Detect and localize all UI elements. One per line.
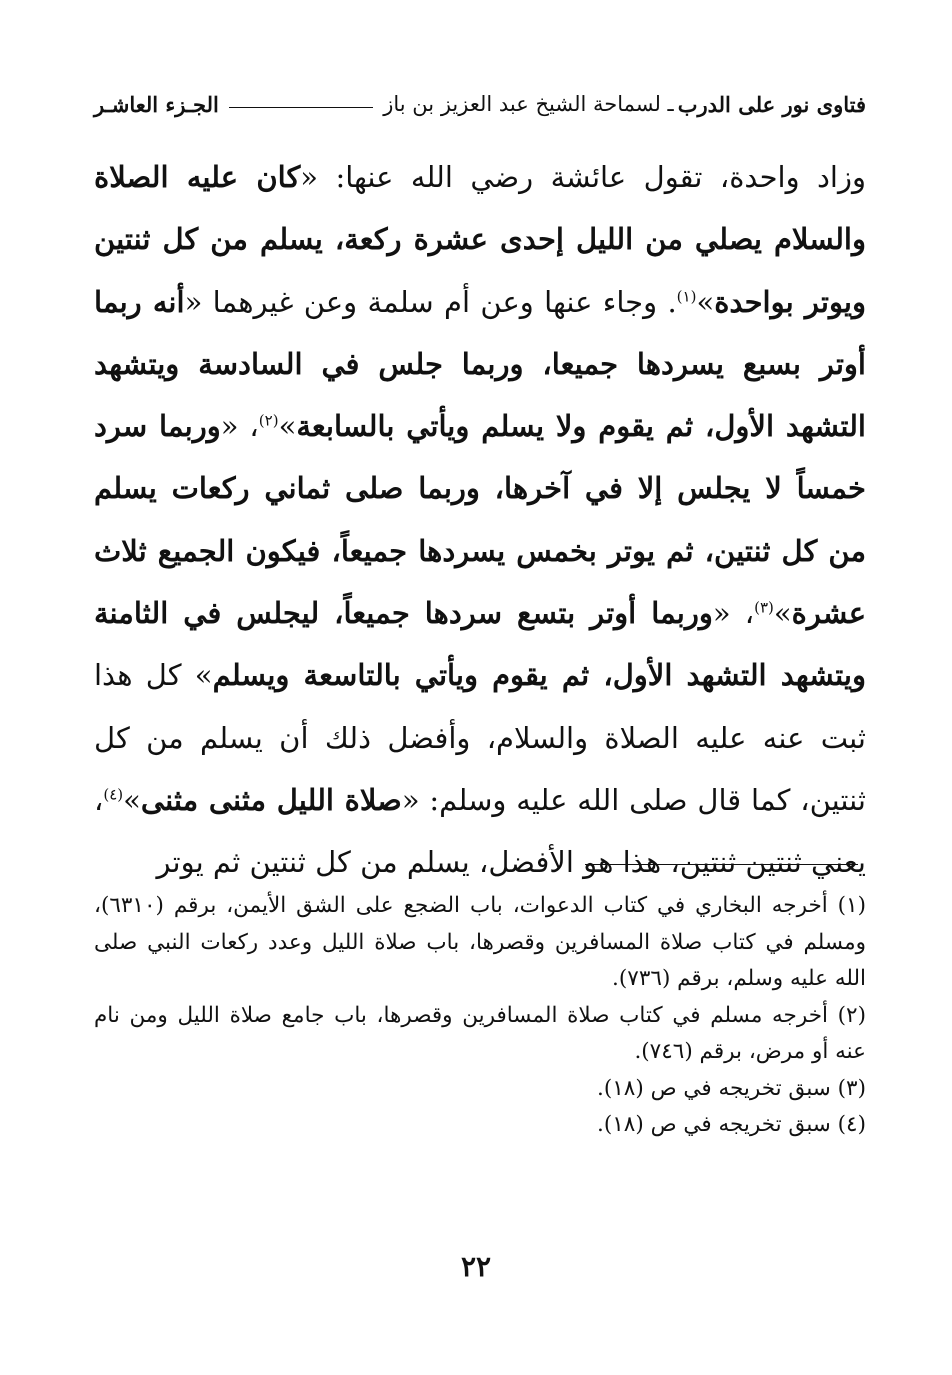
text-run: وزاد واحدة، تقول عائشة رضي الله عنها: « <box>300 160 866 194</box>
hadith-quote: كان عليه الصلاة والسلام يصلي من الليل إحدى عشرة ركعة، يسلم من كل ثنتين ويوتر بواحدة <box>94 160 866 319</box>
footnote-2: (٢) أخرجه مسلم في كتاب صلاة المسافرين وقصرها، باب جامع صلاة الليل ومن نام عنه أو مرض، برقم (٧٤٦). <box>94 1002 866 1064</box>
text-run: » <box>123 782 141 817</box>
page-number: ٢٢ <box>460 1250 492 1283</box>
hadith-quote: أنه ربما أوتر بسبع يسردها جميعا، وربما جلس في السادسة ويتشهد التشهد الأول، ثم يقوم ولا يسلم ويأتي بالسابعة <box>94 284 866 444</box>
hadith-quote: صلاة الليل مثنى مثنى <box>140 782 402 817</box>
footnote-3: (٣) سبق تخريجه في ص (١٨). <box>597 1075 866 1101</box>
footnotes <box>94 888 866 1144</box>
footnote-marker[interactable]: (٤) <box>103 785 124 804</box>
text-run: » كل هذا ثبت عنه عليه الصلاة والسلام، وأفضل ذلك أن يسلم من كل ثنتين، كما قال صلى الله عليه وسلم: « <box>94 658 866 817</box>
text-run: ، يعني ثنتين ثنتين، هذا هو الأفضل، يسلم من كل ثنتين ثم يوتر <box>94 782 866 880</box>
text-run: ، « <box>712 596 755 631</box>
hadith-quote: وربما سرد خمساً لا يجلس إلا في آخرها، وربما صلى ثماني ركعات يسلم من كل ثنتين، ثم يوتر بخمس يسردها جميعاً، فيكون الجميع ثلاث عشرة <box>94 409 866 631</box>
footnote-marker[interactable]: (٣) <box>754 598 774 617</box>
running-header <box>94 84 866 124</box>
text-run: » <box>278 409 297 444</box>
footnote-separator <box>585 864 858 865</box>
text-run: » <box>696 284 715 319</box>
series-title: فتاوى نور على الدرب <box>677 91 866 117</box>
text-run: » <box>773 596 792 631</box>
text-run: ، « <box>220 409 259 444</box>
author-line: ـ لسماحة الشيخ عبد العزيز بن باز <box>383 92 674 116</box>
header-rule <box>229 107 373 108</box>
footnote-marker[interactable]: (١) <box>676 286 697 305</box>
hadith-quote: وربما أوتر بتسع سردها جميعاً، ليجلس في الثامنة ويتشهد التشهد الأول، ثم يقوم ويأتي بالتاسعة ويسلم <box>94 596 866 693</box>
main-text <box>94 146 866 894</box>
footnote-marker[interactable]: (٢) <box>258 411 279 430</box>
part-label: الجـزء العاشـر <box>94 91 219 117</box>
footnote-1: (١) أخرجه البخاري في كتاب الدعوات، باب الضجع على الشق الأيمن، برقم (٦٣١٠)، ومسلم في كتاب صلاة المسافرين وقصرها، باب صلاة الليل وعدد ركعات النبي صلى الله عليه وسلم، برقم (٧٣٦). <box>94 893 866 991</box>
footnote-4: (٤) سبق تخريجه في ص (١٨). <box>597 1112 866 1137</box>
text-run: . وجاء عنها وعن أم سلمة وعن غيرهما « <box>184 284 677 319</box>
body-paragraph <box>94 146 866 894</box>
